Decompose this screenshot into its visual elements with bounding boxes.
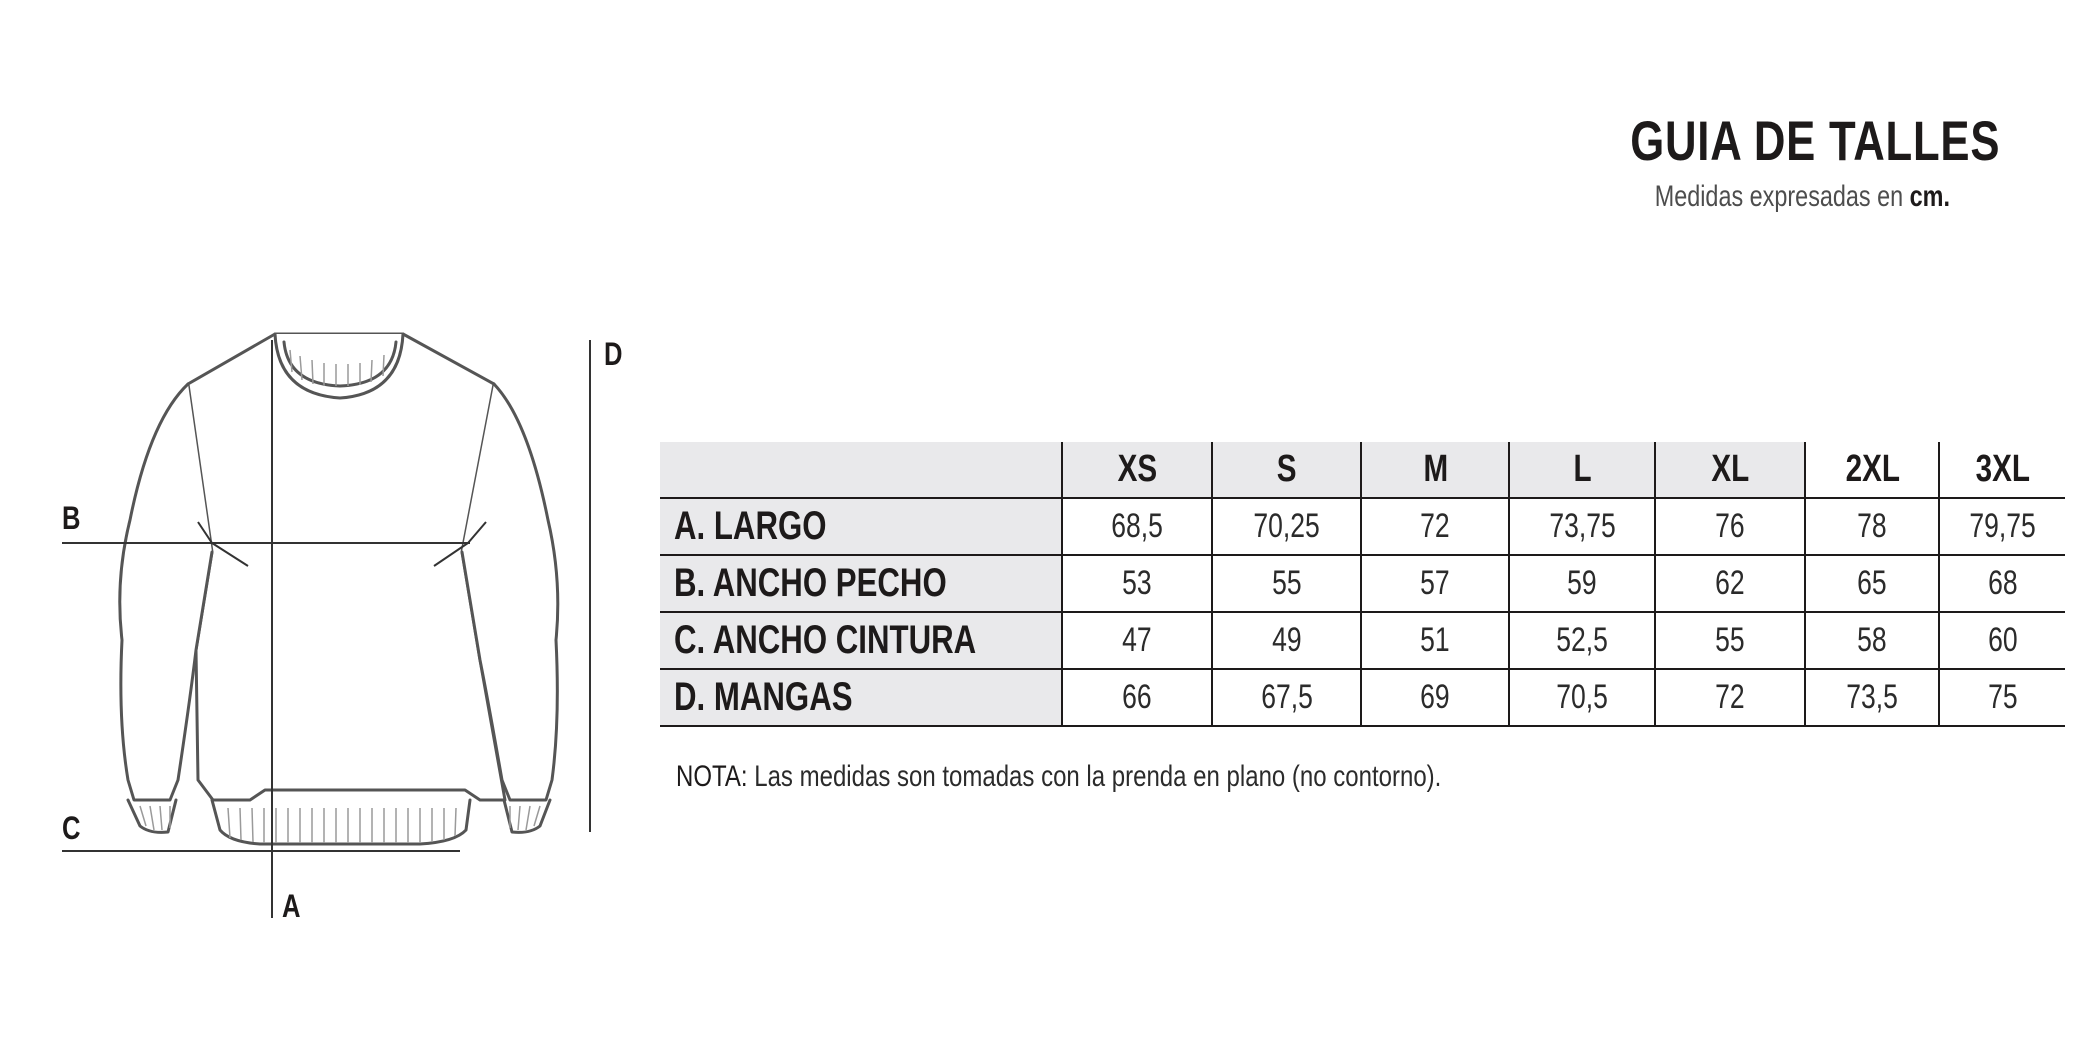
dimension-label-a: A: [282, 888, 301, 924]
table-corner-cell: [660, 442, 1062, 498]
size-header-s: S: [1212, 442, 1361, 498]
table-cell: 66: [1062, 669, 1212, 726]
table-cell: 55: [1655, 612, 1805, 669]
table-cell: 60: [1939, 612, 2065, 669]
page-subtitle: [1537, 180, 1950, 214]
table-header-row: [660, 442, 2065, 498]
table-cell: 72: [1655, 669, 1805, 726]
table-cell: 70,25: [1212, 498, 1361, 555]
subtitle-unit: cm.: [1909, 180, 1950, 213]
size-header-l: L: [1509, 442, 1655, 498]
table-cell: 79,75: [1939, 498, 2065, 555]
row-label-largo: A. LARGO: [660, 498, 1062, 555]
table-cell: 52,5: [1509, 612, 1655, 669]
table-cell: 55: [1212, 555, 1361, 612]
table-cell: 69: [1361, 669, 1509, 726]
table-cell: 68: [1939, 555, 2065, 612]
table-cell: 68,5: [1062, 498, 1212, 555]
table-cell: 49: [1212, 612, 1361, 669]
table-cell: 73,5: [1805, 669, 1939, 726]
table-cell: 76: [1655, 498, 1805, 555]
sweater-diagram: [0, 0, 640, 940]
note-prefix: NOTA:: [676, 760, 748, 793]
size-header-3xl: 3XL: [1939, 442, 2065, 498]
table-cell: 70,5: [1509, 669, 1655, 726]
table-cell: 78: [1805, 498, 1939, 555]
dimension-label-c: C: [62, 810, 81, 846]
table-row: [660, 555, 2065, 612]
table-cell: 58: [1805, 612, 1939, 669]
table-cell: 75: [1939, 669, 2065, 726]
note-text: Las medidas son tomadas con la prenda en plano (no contorno).: [754, 760, 1442, 793]
measurement-note: [676, 760, 1441, 794]
table-cell: 47: [1062, 612, 1212, 669]
dimension-label-d: D: [604, 336, 623, 372]
table-cell: 62: [1655, 555, 1805, 612]
table-cell: 67,5: [1212, 669, 1361, 726]
size-chart-table: [660, 442, 2065, 727]
table-cell: 51: [1361, 612, 1509, 669]
dimension-label-b: B: [62, 500, 81, 536]
sweater-body-outline: [188, 334, 505, 800]
table-cell: 65: [1805, 555, 1939, 612]
subtitle-text: Medidas expresadas en: [1654, 180, 1904, 213]
table-cell: 57: [1361, 555, 1509, 612]
page-title: GUIA DE TALLES: [1630, 109, 2001, 172]
table-cell: 72: [1361, 498, 1509, 555]
table-row: [660, 498, 2065, 555]
size-header-2xl: 2XL: [1805, 442, 1939, 498]
table-cell: 73,75: [1509, 498, 1655, 555]
row-label-ancho-cintura: C. ANCHO CINTURA: [660, 612, 1062, 669]
row-label-mangas: D. MANGAS: [660, 669, 1062, 726]
table-row: [660, 612, 2065, 669]
size-header-m: M: [1361, 442, 1509, 498]
table-cell: 59: [1509, 555, 1655, 612]
size-header-xs: XS: [1062, 442, 1212, 498]
table-cell: 53: [1062, 555, 1212, 612]
row-label-ancho-pecho: B. ANCHO PECHO: [660, 555, 1062, 612]
size-header-xl: XL: [1655, 442, 1805, 498]
table-row: [660, 669, 2065, 726]
